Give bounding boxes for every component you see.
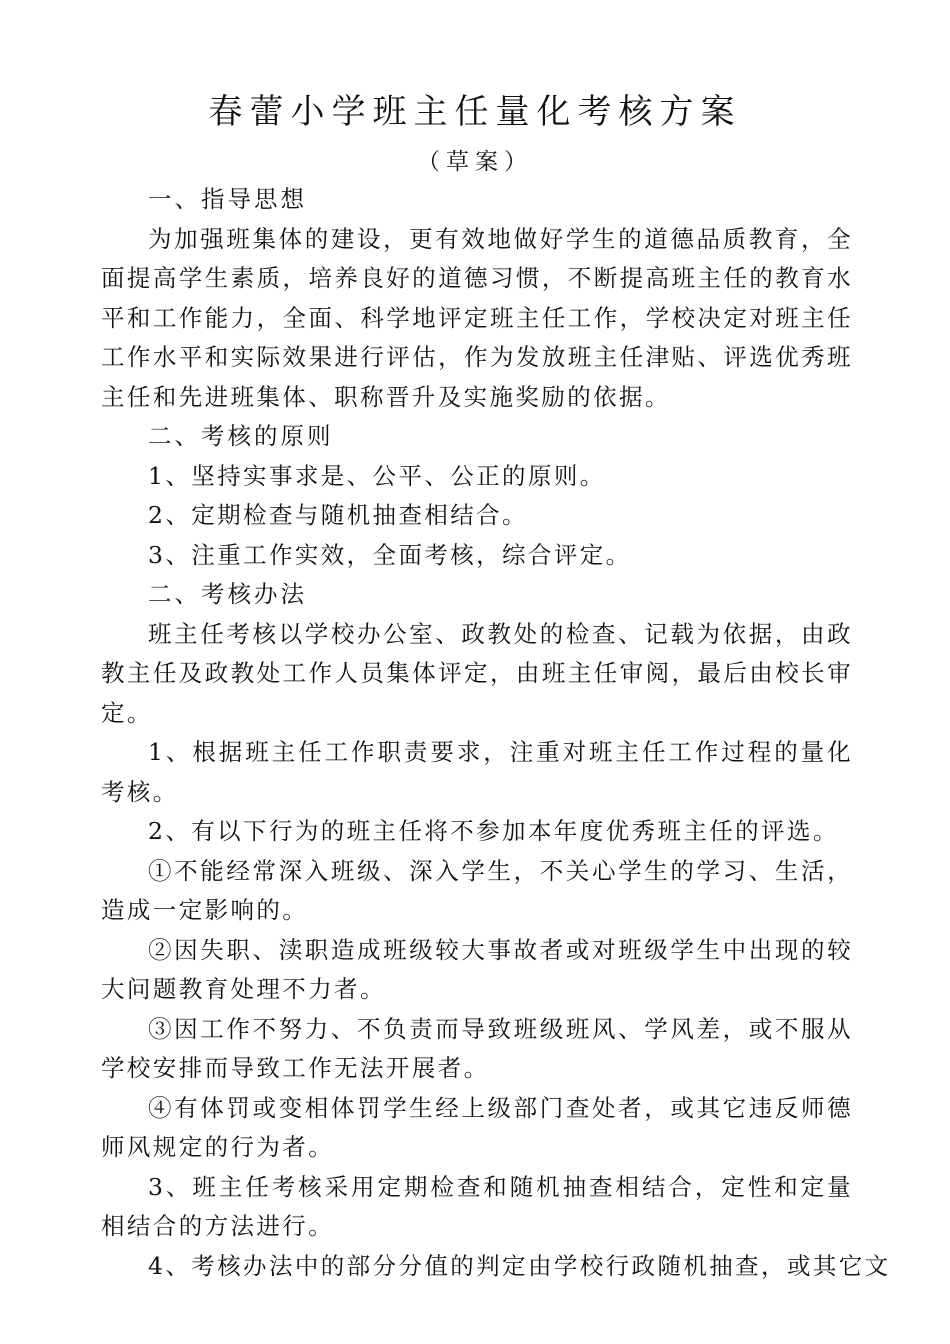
paragraph-methods-intro: 班主任考核以学校办公室、政教处的检查、记载为依据，由政教主任及政教处工作人员集体评定，由班主任审阅，最后由校长审定。 — [101, 619, 853, 727]
document-title: 春蕾小学班主任量化考核方案 — [208, 92, 742, 132]
method-item-2: 2、有以下行为的班主任将不参加本年度优秀班主任的评选。 — [148, 817, 839, 845]
exclusion-item-2: ②因失职、渎职造成班级较大事故者或对班级学生中出现的较大问题教育处理不力者。 — [101, 935, 853, 1003]
section-heading-principles: 二、考核的原则 — [148, 422, 334, 450]
principle-item-3: 3、注重工作实效，全面考核，综合评定。 — [148, 540, 632, 569]
section-heading-methods: 二、考核办法 — [148, 580, 307, 608]
section-heading-guiding-thought: 一、指导思想 — [148, 185, 307, 213]
document-subtitle: （草案） — [417, 149, 533, 175]
exclusion-item-4: ④有体罚或变相体罚学生经上级部门查处者，或其它违反师德师风规定的行为者。 — [101, 1093, 853, 1161]
principle-item-2: 2、定期检查与随机抽查相结合。 — [148, 501, 528, 529]
method-item-4: 4、考核办法中的部分分值的判定由学校行政随机抽查，或其它文 — [148, 1251, 891, 1280]
method-item-3: 3、班主任考核采用定期检查和随机抽查相结合，定性和定量相结合的方法进行。 — [101, 1172, 853, 1240]
exclusion-item-3: ③因工作不努力、不负责而导致班级班风、学风差，或不服从学校安排而导致工作无法开展者。 — [101, 1014, 853, 1082]
method-item-1: 1、根据班主任工作职责要求，注重对班主任工作过程的量化考核。 — [101, 738, 853, 806]
document-body — [101, 180, 891, 1286]
paragraph-guiding-thought: 为加强班集体的建设，更有效地做好学生的道德品质教育，全面提高学生素质，培养良好的道德习惯，不断提高班主任的教育水平和工作能力，全面、科学地评定班主任工作，学校决定对班主任工作水平和实际效果进行评估，作为发放班主任津贴、评选优秀班主任和先进班集体、职称晋升及实施奖励的依据。 — [101, 224, 853, 411]
principle-item-1: 1、坚持实事求是、公平、公正的原则。 — [148, 461, 606, 490]
exclusion-item-1: ①不能经常深入班级、深入学生，不关心学生的学习、生活，造成一定影响的。 — [101, 856, 853, 924]
